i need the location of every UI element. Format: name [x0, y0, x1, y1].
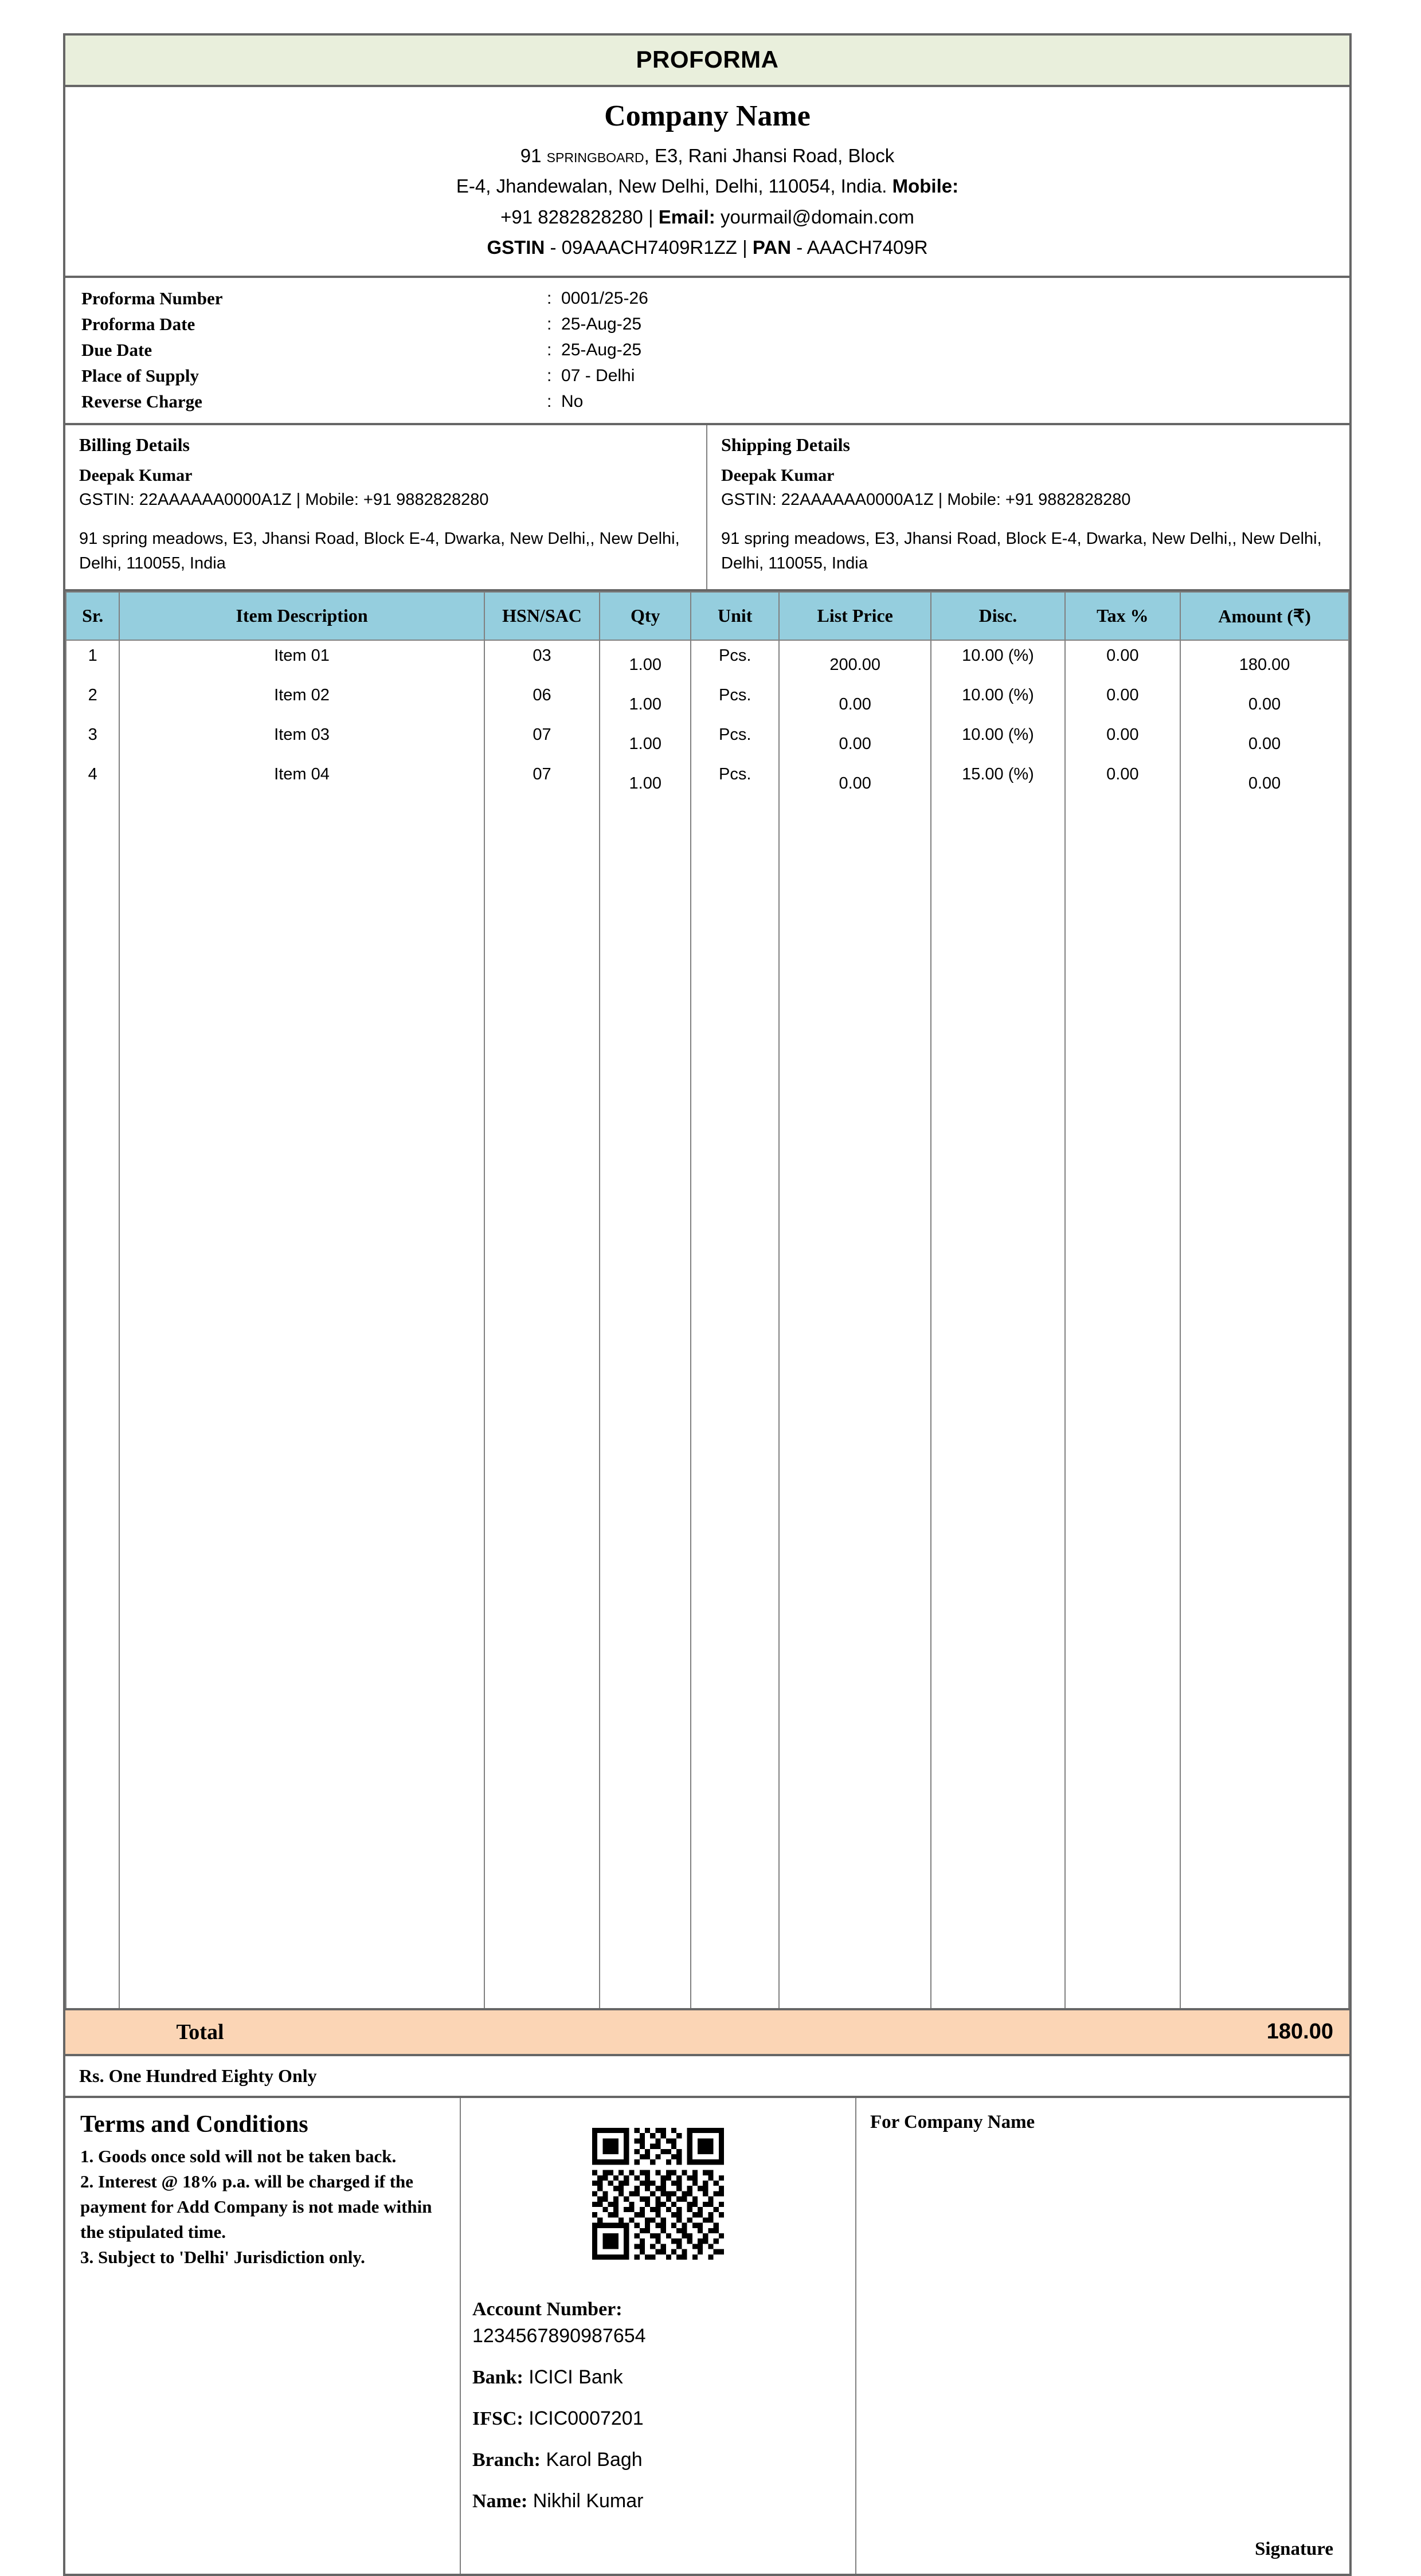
- cell-amount: 0.00: [1180, 680, 1349, 720]
- total-label: Total: [176, 2020, 224, 2044]
- billing-gstin-mobile: GSTIN: 22AAAAAA0000A1Z | Mobile: +91 9882828280: [79, 490, 489, 509]
- address-line-2-text: E-4, Jhandewalan, New Delhi, Delhi, 110054, India.: [456, 175, 887, 197]
- table-empty-space: [66, 799, 1349, 2009]
- contact-separator: |: [648, 206, 653, 228]
- proforma-document: [63, 33, 1352, 2576]
- meta-value: : 25-Aug-25: [547, 314, 642, 334]
- total-value: 180.00: [1266, 2020, 1333, 2044]
- table-row: [66, 759, 1349, 799]
- column-header-qty: Qty: [600, 592, 691, 640]
- document-title: PROFORMA: [65, 36, 1349, 87]
- meta-row: [65, 312, 1349, 338]
- column-header-tax: Tax %: [1065, 592, 1181, 640]
- account-holder-block: [472, 2488, 844, 2515]
- company-contact-line: [100, 202, 1315, 232]
- gstin-value: - 09AAACH7409R1ZZ: [550, 237, 737, 258]
- address-rest: , E3, Rani Jhansi Road, Block: [644, 145, 895, 166]
- meta-label: Proforma Number: [81, 288, 223, 308]
- shipping-gstin-mobile: GSTIN: 22AAAAAA0000A1Z | Mobile: +91 9882828280: [721, 490, 1131, 509]
- address-springboard: springboard: [546, 145, 644, 166]
- column-header-hsn: HSN/SAC: [484, 592, 600, 640]
- cell-disc: 15.00 (%): [931, 759, 1064, 799]
- cell-hsn: 03: [484, 640, 600, 680]
- company-header: [65, 87, 1349, 278]
- bank-details: [461, 2098, 856, 2574]
- meta-value: : 07 - Delhi: [547, 366, 635, 385]
- cell-qty: 1.00: [600, 640, 691, 680]
- terms-item: 3. Subject to 'Delhi' Jurisdiction only.: [80, 2246, 365, 2267]
- branch-label: Branch:: [472, 2449, 541, 2471]
- branch-value: Karol Bagh: [546, 2449, 643, 2471]
- footer-section: [65, 2098, 1349, 2574]
- mobile-label: Mobile:: [892, 175, 959, 197]
- cell-sr: 2: [66, 680, 119, 720]
- cell-unit: Pcs.: [691, 720, 779, 759]
- meta-row: [65, 286, 1349, 312]
- cell-qty: 1.00: [600, 759, 691, 799]
- ifsc-label: IFSC:: [472, 2408, 523, 2430]
- cell-list-price: 0.00: [779, 720, 931, 759]
- cell-disc: 10.00 (%): [931, 720, 1064, 759]
- cell-hsn: 07: [484, 759, 600, 799]
- meta-label: Place of Supply: [81, 365, 199, 386]
- meta-row: [65, 363, 1349, 389]
- shipping-address: 91 spring meadows, E3, Jhansi Road, Block E-4, Dwarka, New Delhi,, New Delhi, Delhi, 110055, India: [721, 529, 1322, 573]
- cell-unit: Pcs.: [691, 680, 779, 720]
- amount-in-words: Rs. One Hundred Eighty Only: [65, 2056, 1349, 2098]
- meta-value: : No: [547, 391, 584, 411]
- cell-amount: 0.00: [1180, 720, 1349, 759]
- cell-description: Item 01: [119, 640, 484, 680]
- for-company-label: For Company Name: [870, 2111, 1035, 2132]
- meta-value: : 0001/25-26: [547, 288, 648, 308]
- pan-value: - AAACH7409R: [796, 237, 928, 258]
- account-number-label: Account Number:: [472, 2298, 623, 2320]
- column-header-sr: Sr.: [66, 592, 119, 640]
- cell-description: Item 02: [119, 680, 484, 720]
- account-name-label: Name:: [472, 2491, 528, 2512]
- cell-disc: 10.00 (%): [931, 680, 1064, 720]
- cell-tax: 0.00: [1065, 720, 1181, 759]
- cell-description: Item 03: [119, 720, 484, 759]
- billing-name: Deepak Kumar: [79, 465, 193, 485]
- column-header-description: Item Description: [119, 592, 484, 640]
- items-table-header-row: [66, 592, 1349, 640]
- cell-amount: 0.00: [1180, 759, 1349, 799]
- column-header-disc: Disc.: [931, 592, 1064, 640]
- cell-tax: 0.00: [1065, 680, 1181, 720]
- column-header-amount: Amount (₹): [1180, 592, 1349, 640]
- terms-title: Terms and Conditions: [80, 2111, 308, 2138]
- cell-sr: 4: [66, 759, 119, 799]
- bank-value: ICICI Bank: [529, 2366, 623, 2389]
- meta-value: : 25-Aug-25: [547, 340, 642, 359]
- cell-hsn: 07: [484, 720, 600, 759]
- tax-separator: |: [742, 237, 747, 258]
- address-prefix: 91: [520, 145, 547, 166]
- parties-section: [65, 425, 1349, 591]
- billing-address: 91 spring meadows, E3, Jhansi Road, Block E-4, Dwarka, New Delhi,, New Delhi, Delhi, 110055, India: [79, 529, 680, 573]
- cell-qty: 1.00: [600, 680, 691, 720]
- meta-row: [65, 389, 1349, 415]
- company-tax-line: [100, 232, 1315, 262]
- table-row: [66, 640, 1349, 680]
- billing-title: Billing Details: [79, 434, 190, 455]
- table-row: [66, 720, 1349, 759]
- mobile-value: +91 8282828280: [500, 206, 643, 228]
- company-name: Company Name: [604, 100, 811, 132]
- ifsc-value: ICIC0007201: [529, 2408, 644, 2430]
- column-header-unit: Unit: [691, 592, 779, 640]
- cell-sr: 3: [66, 720, 119, 759]
- meta-label: Due Date: [81, 339, 152, 360]
- email-label: Email:: [658, 206, 715, 228]
- bank-name-block: [472, 2365, 844, 2391]
- column-header-list-price: List Price: [779, 592, 931, 640]
- cell-tax: 0.00: [1065, 640, 1181, 680]
- cell-amount: 180.00: [1180, 640, 1349, 680]
- table-row: [66, 680, 1349, 720]
- cell-qty: 1.00: [600, 720, 691, 759]
- cell-unit: Pcs.: [691, 759, 779, 799]
- terms-item: 1. Goods once sold will not be taken back.: [80, 2146, 397, 2166]
- company-address-line-2: [100, 171, 1315, 201]
- shipping-name: Deepak Kumar: [721, 465, 835, 485]
- cell-disc: 10.00 (%): [931, 640, 1064, 680]
- qr-code-icon: [472, 2128, 844, 2260]
- ifsc-block: [472, 2406, 844, 2432]
- billing-details: [65, 425, 707, 589]
- branch-block: [472, 2447, 844, 2473]
- email-value: yourmail@domain.com: [720, 206, 914, 228]
- cell-sr: 1: [66, 640, 119, 680]
- cell-list-price: 0.00: [779, 759, 931, 799]
- cell-unit: Pcs.: [691, 640, 779, 680]
- pan-label: PAN: [752, 237, 792, 258]
- qr-code-svg: [592, 2128, 724, 2260]
- total-row: [65, 2010, 1349, 2056]
- cell-list-price: 200.00: [779, 640, 931, 680]
- account-name-value: Nikhil Kumar: [533, 2490, 644, 2512]
- meta-label: Reverse Charge: [81, 391, 202, 411]
- company-address-line-1: [100, 140, 1315, 171]
- account-number-block: [472, 2296, 844, 2350]
- proforma-meta: [65, 278, 1349, 425]
- meta-row: [65, 338, 1349, 363]
- account-number-value: 1234567890987654: [472, 2325, 646, 2347]
- terms-item: 2. Interest @ 18% p.a. will be charged if the payment for Add Company is not made within the stipulated time.: [80, 2171, 432, 2242]
- bank-label: Bank:: [472, 2367, 523, 2389]
- cell-description: Item 04: [119, 759, 484, 799]
- meta-label: Proforma Date: [81, 313, 195, 334]
- gstin-label: GSTIN: [487, 237, 545, 258]
- signature-label: Signature: [1255, 2538, 1333, 2559]
- shipping-title: Shipping Details: [721, 434, 850, 455]
- cell-list-price: 0.00: [779, 680, 931, 720]
- shipping-details: [707, 425, 1349, 589]
- items-table: [65, 591, 1349, 2010]
- terms-and-conditions: [65, 2098, 461, 2574]
- cell-tax: 0.00: [1065, 759, 1181, 799]
- cell-hsn: 06: [484, 680, 600, 720]
- signature-block: [856, 2098, 1349, 2574]
